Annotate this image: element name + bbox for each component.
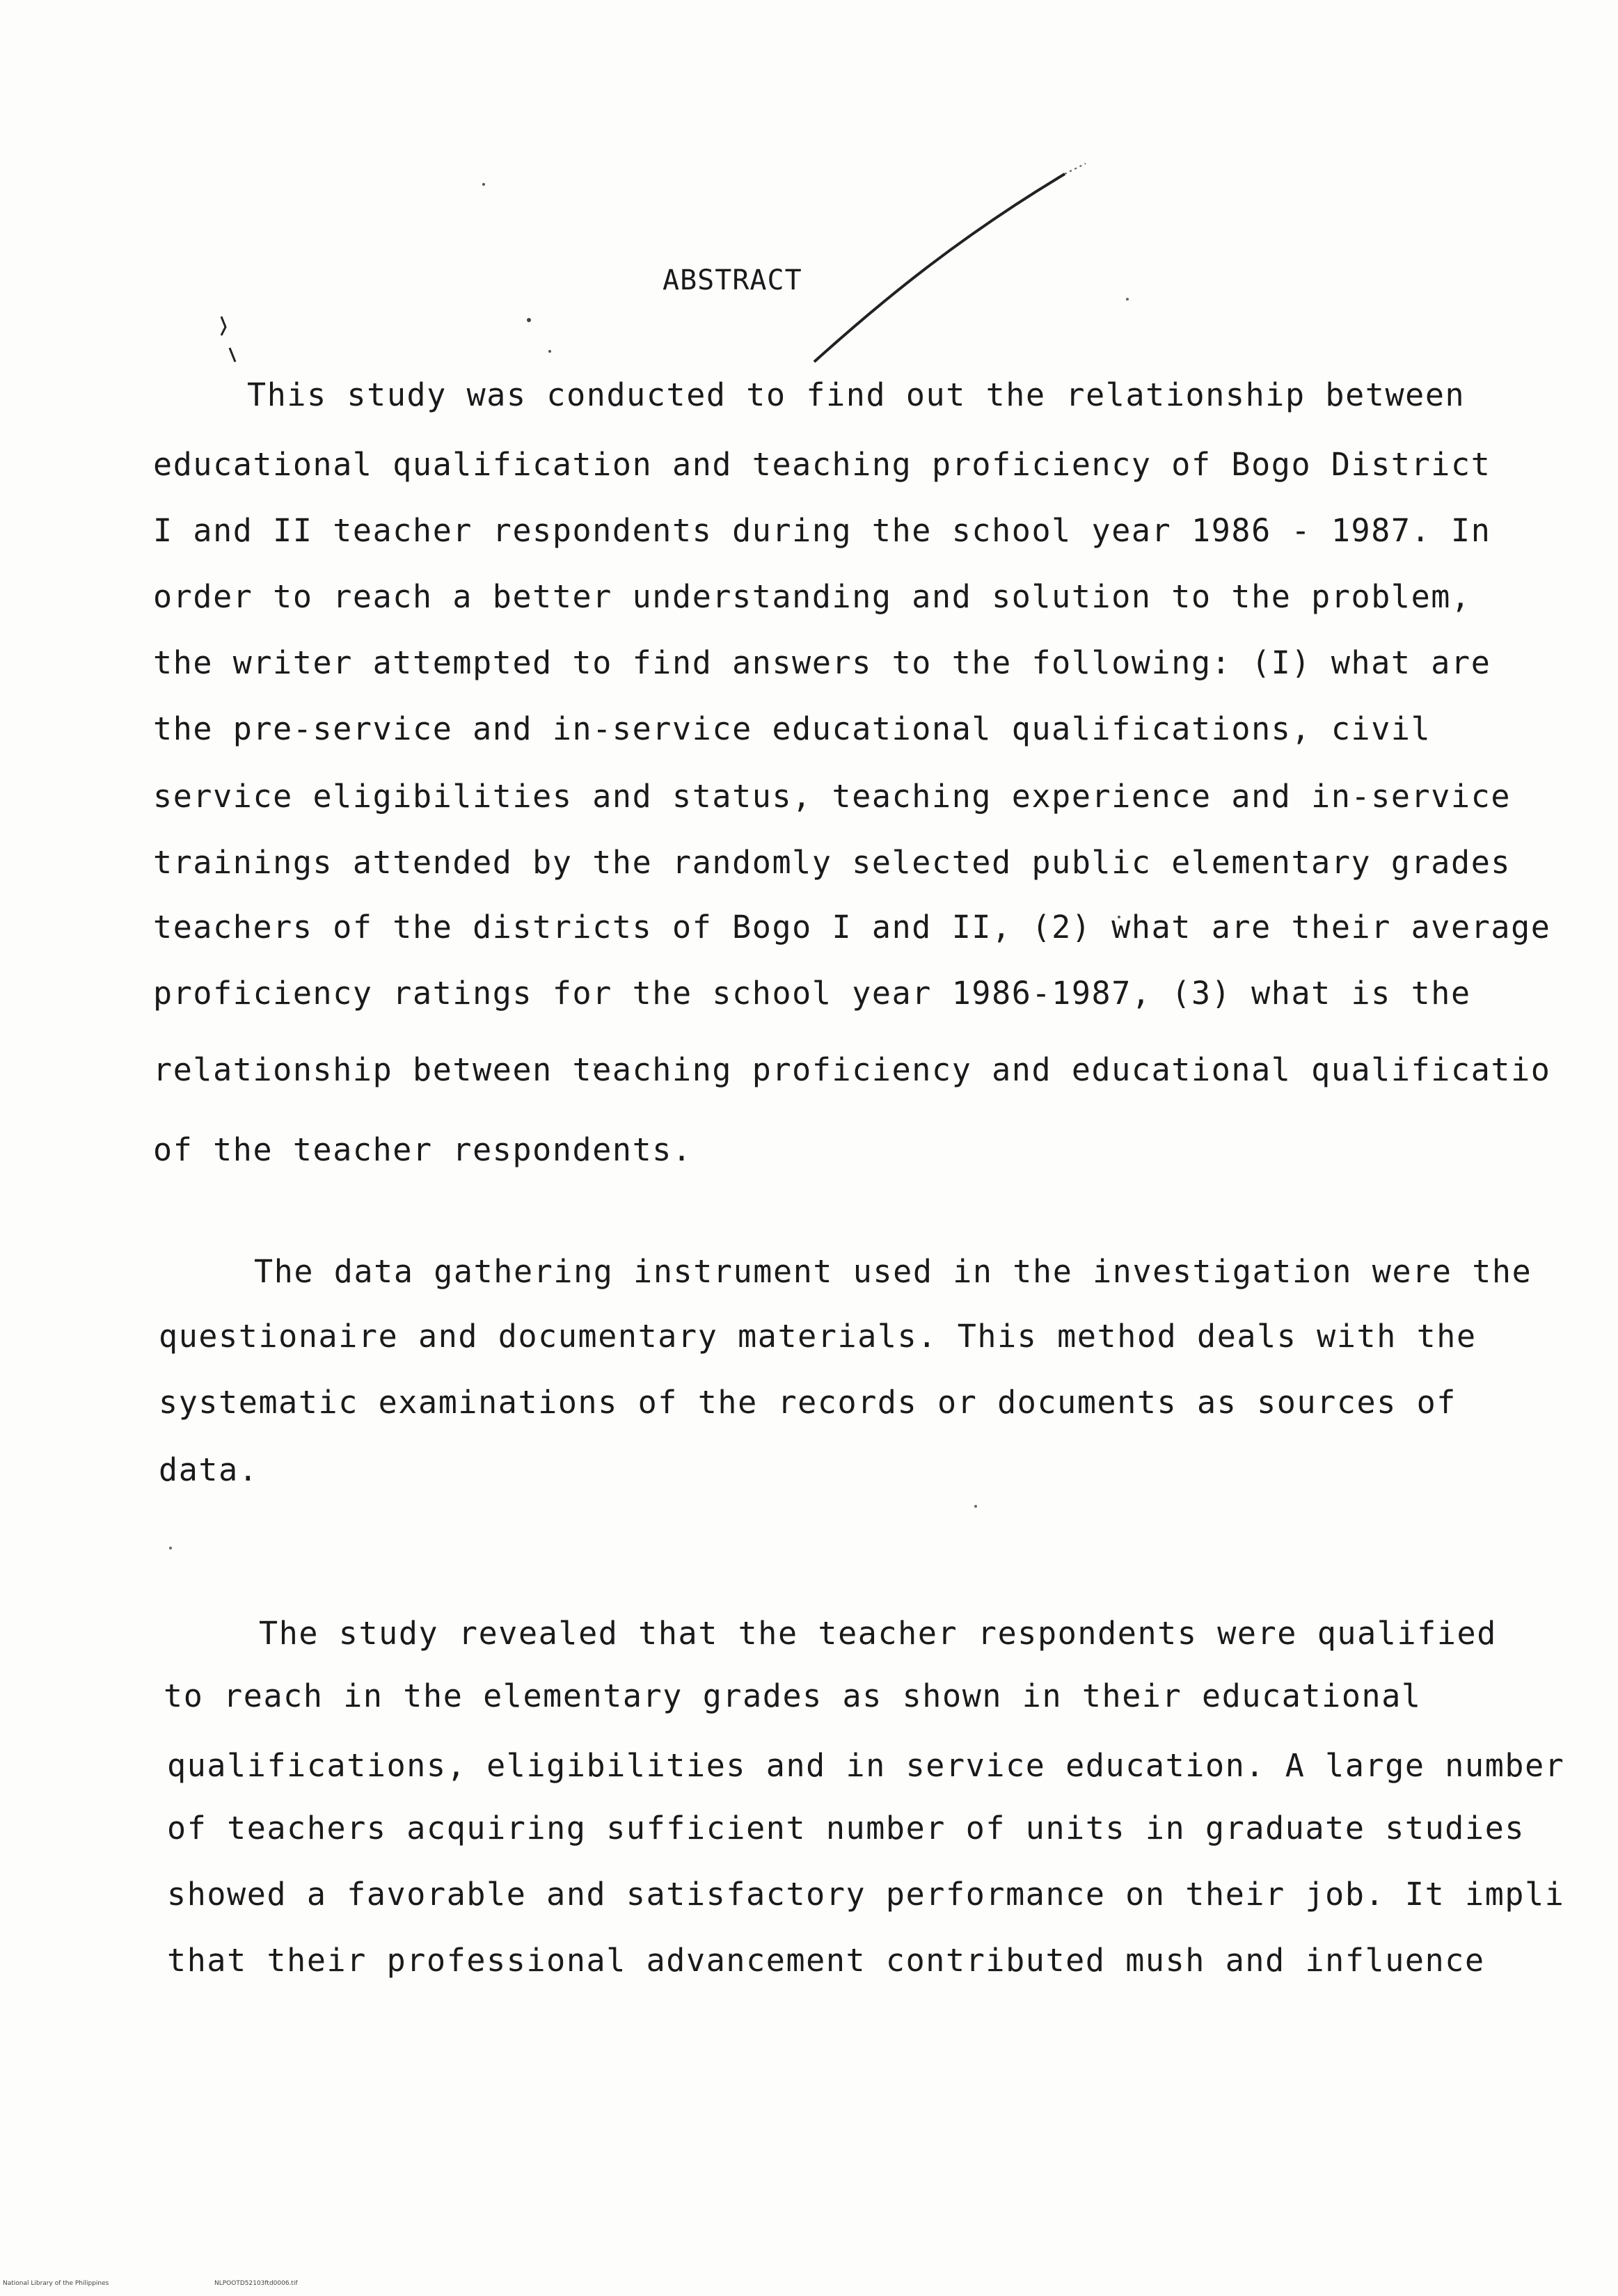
text-line: systematic examinations of the records or documents as sources of	[159, 1384, 1457, 1421]
text-line: qualifications, eligibilities and in service education. A large number	[167, 1747, 1565, 1784]
text-line: questionaire and documentary materials. This method deals with the	[159, 1318, 1477, 1355]
text-line: trainings attended by the randomly selected public elementary grades	[153, 844, 1512, 881]
text-line: This study was conducted to find out the relationship between	[247, 376, 1466, 413]
text-line: the pre-service and in-service educational qualifications, civil	[153, 710, 1431, 747]
text-line: proficiency ratings for the school year 1986-1987, (3) what is the	[153, 975, 1471, 1012]
footer-file: NLPOOTD52103ftd0006.tif	[214, 2280, 298, 2287]
text-line: of teachers acquiring sufficient number of units in graduate studies	[167, 1810, 1525, 1847]
text-line: I and II teacher respondents during the school year 1986 - 1987. In	[153, 512, 1491, 549]
text-line: to reach in the elementary grades as shown in their educational	[164, 1677, 1422, 1714]
footer-library: National Library of the Philippines	[3, 2280, 109, 2287]
text-line: The study revealed that the teacher respondents were qualified	[259, 1615, 1497, 1652]
text-line: of the teacher respondents.	[153, 1131, 692, 1168]
text-line: showed a favorable and satisfactory performance on their job. It impli	[167, 1876, 1565, 1913]
text-line: data.	[159, 1451, 259, 1488]
text-line: the writer attempted to find answers to the following: (I) what are	[153, 644, 1491, 681]
text-line: teachers of the districts of Bogo I and II, (2) what are their average	[153, 909, 1551, 946]
text-line: that their professional advancement contributed mush and influence	[167, 1942, 1485, 1979]
text-line: relationship between teaching proficiency and educational qualificatio	[153, 1051, 1551, 1088]
text-line: order to reach a better understanding and solution to the problem,	[153, 578, 1471, 615]
text-line: The data gathering instrument used in the investigation were the	[254, 1253, 1532, 1290]
text-line: service eligibilities and status, teaching experience and in-service	[153, 778, 1512, 815]
text-line: educational qualification and teaching proficiency of Bogo District	[153, 446, 1491, 483]
page-title: ABSTRACT	[663, 264, 802, 296]
